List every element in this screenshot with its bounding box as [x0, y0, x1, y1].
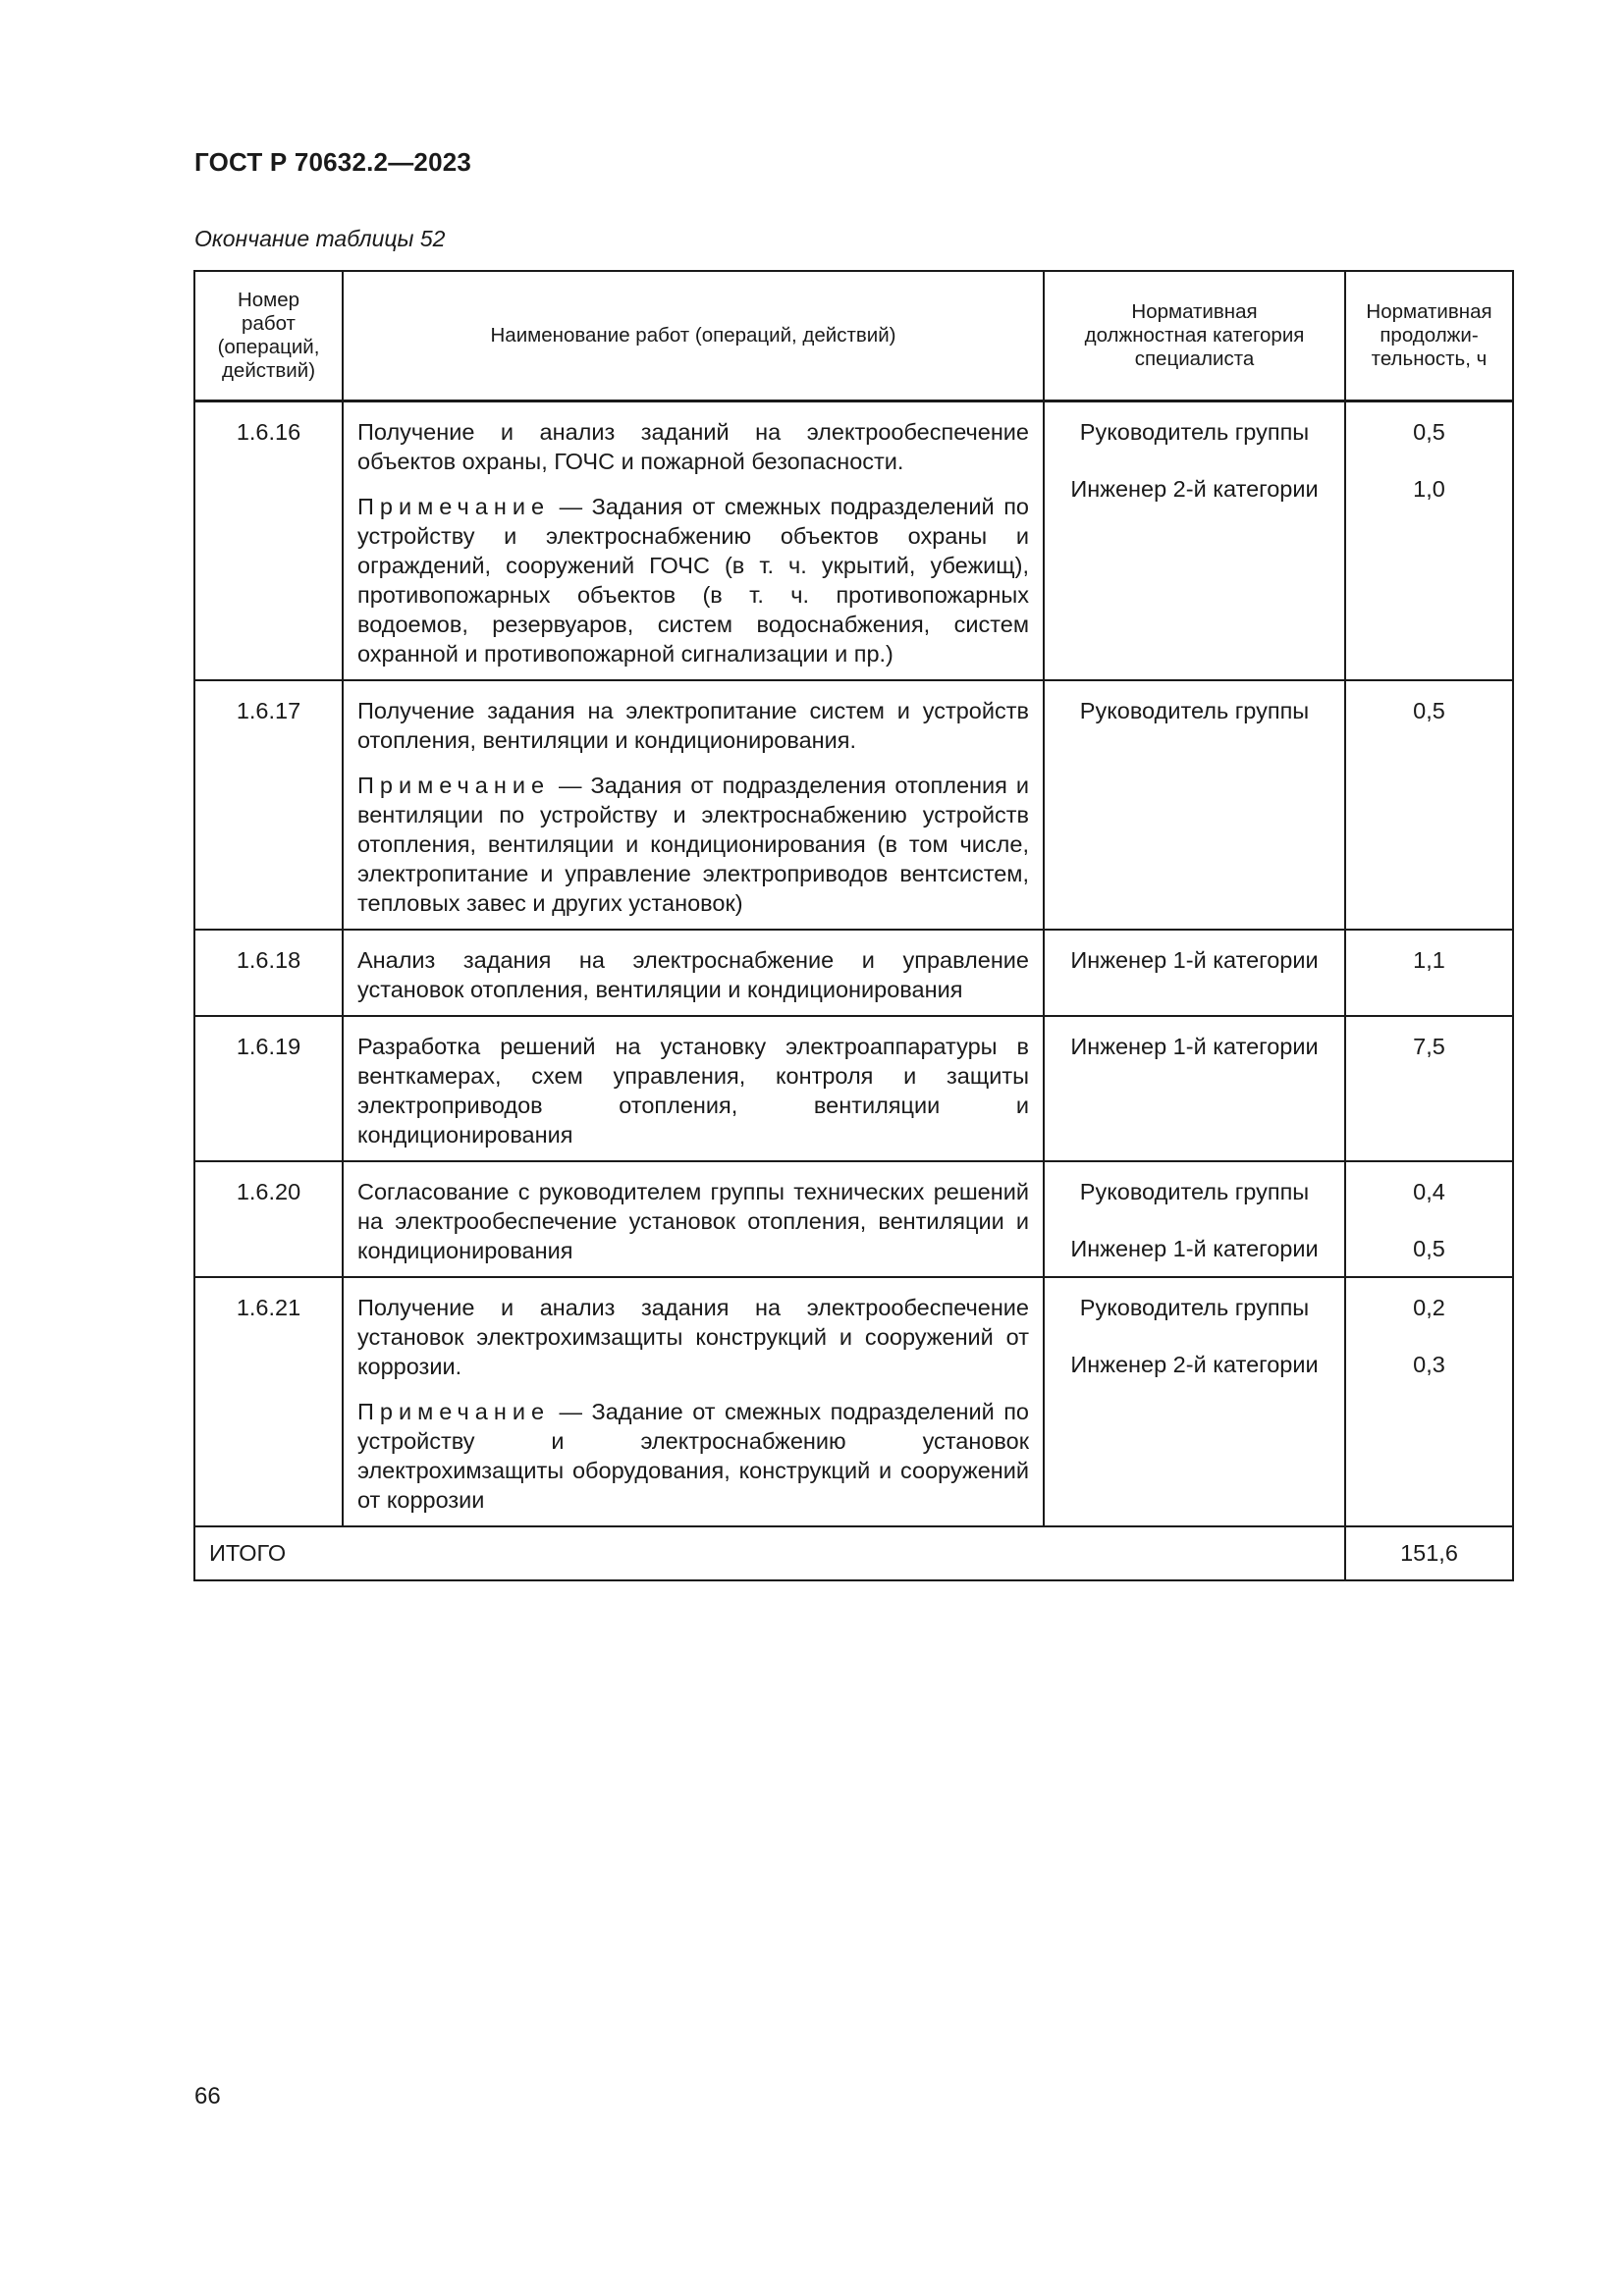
specialist-category: Инженер 1-й категории [1070, 1236, 1319, 1261]
duration-value: 7,5 [1413, 1034, 1445, 1059]
work-norms-table [193, 270, 1514, 1581]
column-header-number: Номер работ (операций, действий) [194, 271, 343, 401]
work-name-cell [343, 1161, 1044, 1277]
note-text: — Задания от подразделения отопления и вентиляции по устройству и электроснабжению устройств отопления, вентиляции и кондиционирования (в том числе, электропитание и управление электроприводов вентсистем, тепловых завес и других установок) [357, 773, 1029, 916]
table-row [194, 1016, 1513, 1161]
specialist-category: Руководитель группы [1079, 1295, 1310, 1320]
work-description: Разработка решений на установку электроаппаратуры в венткамерах, схем управления, контроля и защиты электроприводов отопления, вентиляции и кондиционирования [357, 1034, 1029, 1148]
page-number: 66 [194, 2083, 221, 2109]
specialist-category-cell [1044, 1016, 1345, 1161]
total-label: ИТОГО [194, 1526, 1345, 1580]
work-note [357, 771, 1029, 918]
work-description: Получение и анализ задания на электрообеспечение установок электрохимзащиты конструкций и сооружений от коррозии. [357, 1295, 1029, 1379]
column-header-duration: Нормативная продолжи-тельность, ч [1345, 271, 1513, 401]
duration-cell [1345, 680, 1513, 930]
duration-cell [1345, 1277, 1513, 1526]
work-description: Анализ задания на электроснабжение и управление установок отопления, вентиляции и кондиционирования [357, 947, 1029, 1002]
total-row [194, 1526, 1513, 1580]
note-text: — Задание от смежных подразделений по устройству и электроснабжению установок электрохимзащиты оборудования, конструкций и сооружений от коррозии [357, 1399, 1029, 1513]
duration-value: 1,1 [1413, 947, 1445, 973]
work-description: Получение и анализ заданий на электрообеспечение объектов охраны, ГОЧС и пожарной безопасности. [357, 419, 1029, 474]
table-row [194, 1161, 1513, 1277]
work-description: Получение задания на электропитание систем и устройств отопления, вентиляции и кондиционирования. [357, 698, 1029, 753]
work-name-cell [343, 1277, 1044, 1526]
specialist-category-cell [1044, 401, 1345, 681]
note-label: Примечание [357, 773, 551, 798]
duration-cell [1345, 930, 1513, 1016]
specialist-category-cell [1044, 1277, 1345, 1526]
work-name-cell [343, 401, 1044, 681]
table-header-row [194, 271, 1513, 401]
work-description: Согласование с руководителем группы технических решений на электрообеспечение установок отопления, вентиляции и кондиционирования [357, 1179, 1029, 1263]
work-number-cell: 1.6.20 [194, 1161, 343, 1277]
duration-cell [1345, 1016, 1513, 1161]
specialist-category: Руководитель группы [1079, 1179, 1310, 1204]
work-number-cell: 1.6.17 [194, 680, 343, 930]
work-name-cell [343, 1016, 1044, 1161]
work-name-cell [343, 680, 1044, 930]
specialist-category-cell [1044, 1161, 1345, 1277]
specialist-category: Руководитель группы [1079, 698, 1310, 723]
note-label: Примечание [357, 494, 551, 519]
table-row [194, 680, 1513, 930]
specialist-category: Инженер 2-й категории [1070, 476, 1319, 502]
duration-value: 0,5 [1413, 698, 1445, 723]
table-row [194, 1277, 1513, 1526]
note-label: Примечание [357, 1399, 551, 1424]
column-header-category: Нормативная должностная категория специалиста [1044, 271, 1345, 401]
work-number-cell: 1.6.21 [194, 1277, 343, 1526]
work-note [357, 492, 1029, 668]
document-header: ГОСТ Р 70632.2—2023 [194, 147, 472, 177]
duration-value: 0,5 [1413, 419, 1445, 445]
table-row [194, 930, 1513, 1016]
duration-cell [1345, 401, 1513, 681]
work-number-cell: 1.6.19 [194, 1016, 343, 1161]
specialist-category-cell [1044, 930, 1345, 1016]
work-number-cell: 1.6.16 [194, 401, 343, 681]
table-caption: Окончание таблицы 52 [194, 226, 446, 251]
note-text: — Задания от смежных подразделений по устройству и электроснабжению объектов охраны и ограждений, сооружений ГОЧС (в т. ч. укрытий, убежищ), противопожарных объектов (в т. ч. противопожарных водоемов, резервуаров, систем водоснабжения, систем охранной и противопожарной сигнализации и пр.) [357, 494, 1029, 667]
duration-value: 0,4 [1413, 1179, 1445, 1204]
duration-value: 0,5 [1413, 1236, 1445, 1261]
specialist-category: Инженер 1-й категории [1070, 1034, 1319, 1059]
specialist-category: Инженер 2-й категории [1070, 1352, 1319, 1377]
specialist-category: Инженер 1-й категории [1070, 947, 1319, 973]
specialist-category: Руководитель группы [1079, 419, 1310, 445]
table-row [194, 401, 1513, 681]
work-note [357, 1397, 1029, 1515]
duration-value: 0,2 [1413, 1295, 1445, 1320]
duration-value: 1,0 [1413, 476, 1445, 502]
work-name-cell [343, 930, 1044, 1016]
duration-value: 0,3 [1413, 1352, 1445, 1377]
specialist-category-cell [1044, 680, 1345, 930]
column-header-name: Наименование работ (операций, действий) [343, 271, 1044, 401]
duration-cell [1345, 1161, 1513, 1277]
total-value: 151,6 [1345, 1526, 1513, 1580]
work-number-cell: 1.6.18 [194, 930, 343, 1016]
